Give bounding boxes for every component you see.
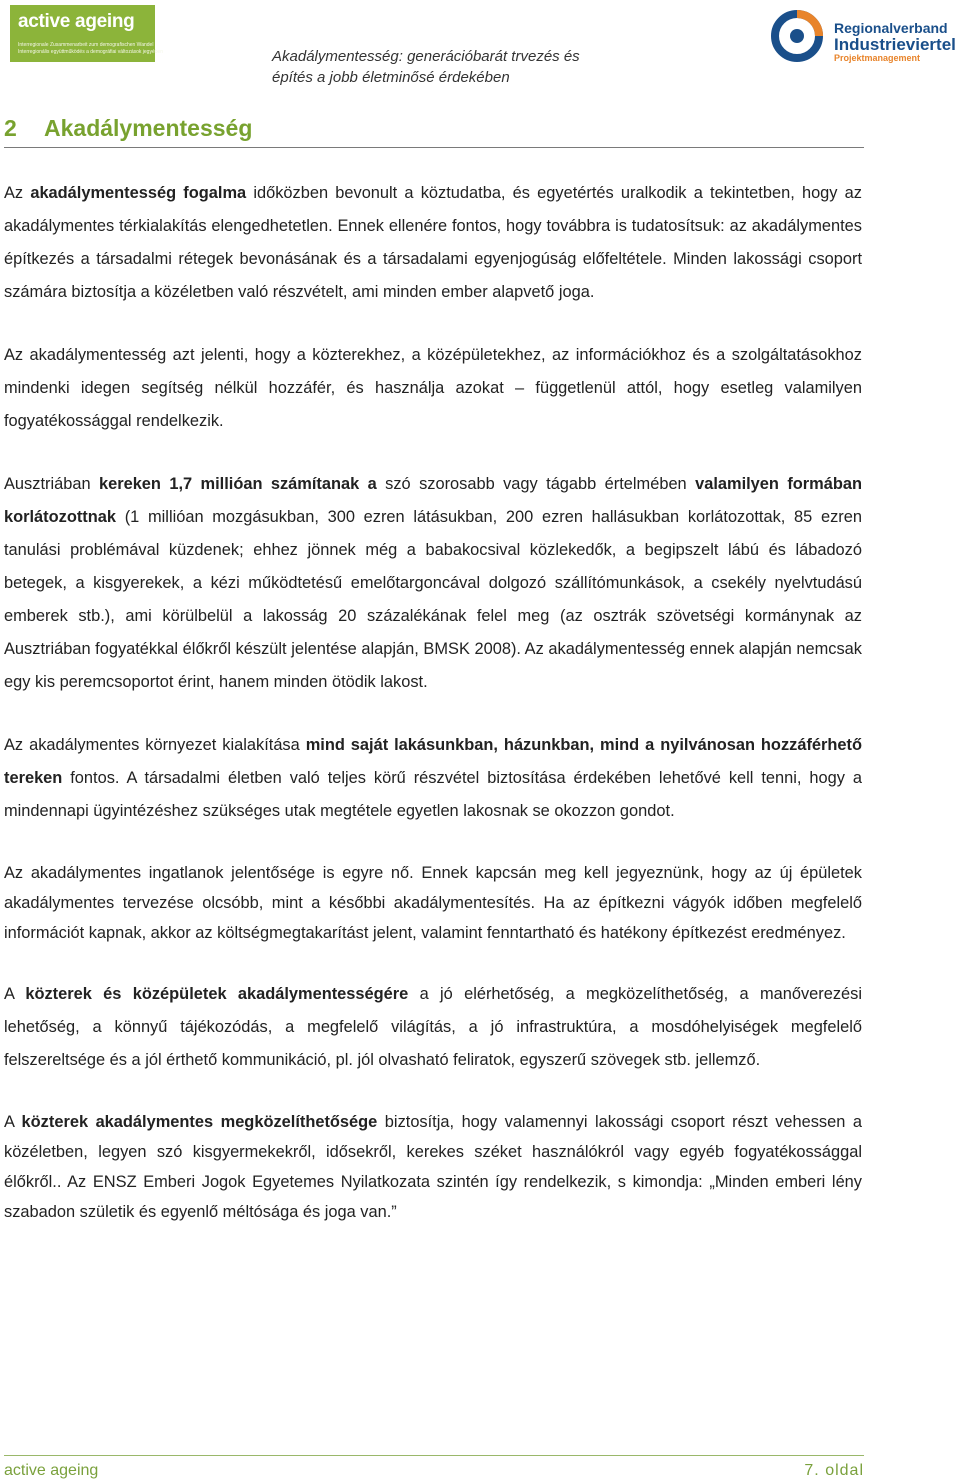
p4-bold: mind saját lakásunkban, házunkban, mind a nyilvánosan hozzáférhető tereken <box>4 736 862 787</box>
header-title-line-1: Akadálymentesség: generációbarát trvezés és <box>272 48 580 65</box>
p3-text-e: (1 millióan mozgásukban, 300 ezren látásukban, 200 ezren hallásukban korlátozottak, 85 ezren tanulási problémával küzdenek; ehhez jönnek még a babakocsival közlekedők, a begipszelt lábú és lábadozó betegek, a kisgyerekek, a kézi működtetésű emelőtargoncával dolgozó szállítómunkások, a csekély nyelvtudású emberek stb.), ami körülbelül a lakosság 20 százalékának felel meg (az osztrák szövetségi kormánynak az Ausztriában fogyatékkal élőkről készült jelentése alapján, BMSK 2008). Az akadálymentesség ennek alapján nemcsak egy kis peremcsoportot érint, hanem minden ötödik lakost. <box>4 508 862 691</box>
paragraph-5: Az akadálymentes ingatlanok jelentősége is egyre nő. Ennek kapcsán meg kell jegyeznünk, hogy az új épületek akadálymentes tervezése olcsóbb, mint a későbbi akadálymentesítés. Ha az építkezni vágyók időben megfelelő információt kapnak, akkor az költségmegtakarítást jelent, valamint fenntartható és hatékony építkezést eredményez. <box>4 864 862 942</box>
p6-text-a: A <box>4 985 26 1003</box>
p1-text-c: időközben bevonult a köztudatba, és egyetértés uralkodik a tekintetben, hogy az akadálymentes térkialakítás elengedhetetlen. Ennek ellenére fontos, hogy továbbra is tudatosítsuk: az akadálymentes építkezés a társadalmi rétegek bevonásának és a társadalami egyenjogúság előfeltétele. Minden lakossági csoport számára biztosítja a közéletben való részvételt, ami minden ember alapvető joga. <box>4 184 862 301</box>
p4-text-c: fontos. A társadalmi életben való teljes körű részvétel biztosítása érdekében lehetővé kell tenni, hogy a mindennapi ügyintézéshez szükséges utak megtétele egyetlen lakosnak se okozzon gondot. <box>4 769 862 820</box>
p3-text-a: Ausztriában <box>4 475 99 493</box>
p4-text-a: Az akadálymentes környezet kialakítása <box>4 736 306 754</box>
p6-text-c: a jó elérhetőség, a megközelíthetőség, a manőverezési lehetőség, a könnyű tájékozódás, a megfelelő világítás, a jó infrastruktúra, a mosdóhelyiségek megfelelő felszereltsége és a jól érthető kommunikáció, pl. jól olvasható feliratok, egyszerű szövegek stb. jellemző. <box>4 985 862 1069</box>
paragraph-1 <box>4 177 862 309</box>
p7-bold: közterek akadálymentes megközelíthetősége <box>21 1113 378 1131</box>
paragraph-2: Az akadálymentesség azt jelenti, hogy a közterekhez, a középületekhez, az információkhoz és a szolgáltatásokhoz mindenki idegen segítség nélkül hozzáfér, és használja azokat – függetlenül attól, hogy esetleg valamilyen fogyatékossággal rendelkezik. <box>4 346 862 430</box>
p6-bold: közterek és középületek akadálymentességére <box>25 985 409 1003</box>
logo-right-line-3: Projektmanagement <box>834 53 921 63</box>
logo-right-line-2: Industrieviertel <box>834 35 956 54</box>
paragraph-3 <box>4 468 862 699</box>
paragraph-7 <box>4 1107 862 1227</box>
paragraph-6 <box>4 978 862 1077</box>
p7-text-c: biztosítja, hogy valamennyi lakossági csoport részt vehessen a közéletben, legyen szó kisgyermekekről, idősekről, kerekes széket használókról vagy egyéb fogyatékossággal élőkről.. Az ENSZ Emberi Jogok Egyetemes Nyilatkozata szintén így rendelkezik, s kimondja: „Minden emberi lény szabadon születik és egyenlő méltósága és joga van.” <box>4 1113 862 1221</box>
p3-bold-2: valamilyen formában korlátozottnak <box>4 475 863 526</box>
p1-text-a: Az <box>4 184 31 202</box>
page-header <box>0 0 960 100</box>
body-text <box>4 177 862 1257</box>
p3-bold-1: kereken 1,7 millióan számítanak a <box>98 475 377 493</box>
page-number: 7. oldal <box>804 1462 864 1479</box>
p3-text-c: szó szorosabb vagy tágabb értelmében <box>376 475 696 493</box>
paragraph-4 <box>4 729 862 828</box>
active-ageing-logo <box>10 5 164 62</box>
regionalverband-logo <box>770 8 955 63</box>
logo-left-title: active ageing <box>18 11 135 32</box>
section-number: 2 <box>4 115 17 141</box>
logo-left-subtitle-2: Interregionális együttműködés a demográfiai változások jegyében <box>18 49 164 55</box>
header-title <box>272 46 672 88</box>
logo-left-subtitle-1: Interregionale Zusammenarbeit zum demografischen Wandel <box>18 42 154 48</box>
regionalverband-logo-icon <box>770 8 830 63</box>
p1-bold: akadálymentesség fogalma <box>30 184 247 202</box>
logo-right-line-1: Regionalverband <box>834 20 948 36</box>
section-title: Akadálymentesség <box>44 115 253 141</box>
p7-text-a: A <box>4 1113 22 1131</box>
page-footer <box>4 1455 864 1482</box>
footer-left-text: active ageing <box>4 1462 99 1479</box>
section-heading <box>4 115 864 148</box>
header-title-line-2: építés a jobb életminősé érdekében <box>272 69 510 86</box>
